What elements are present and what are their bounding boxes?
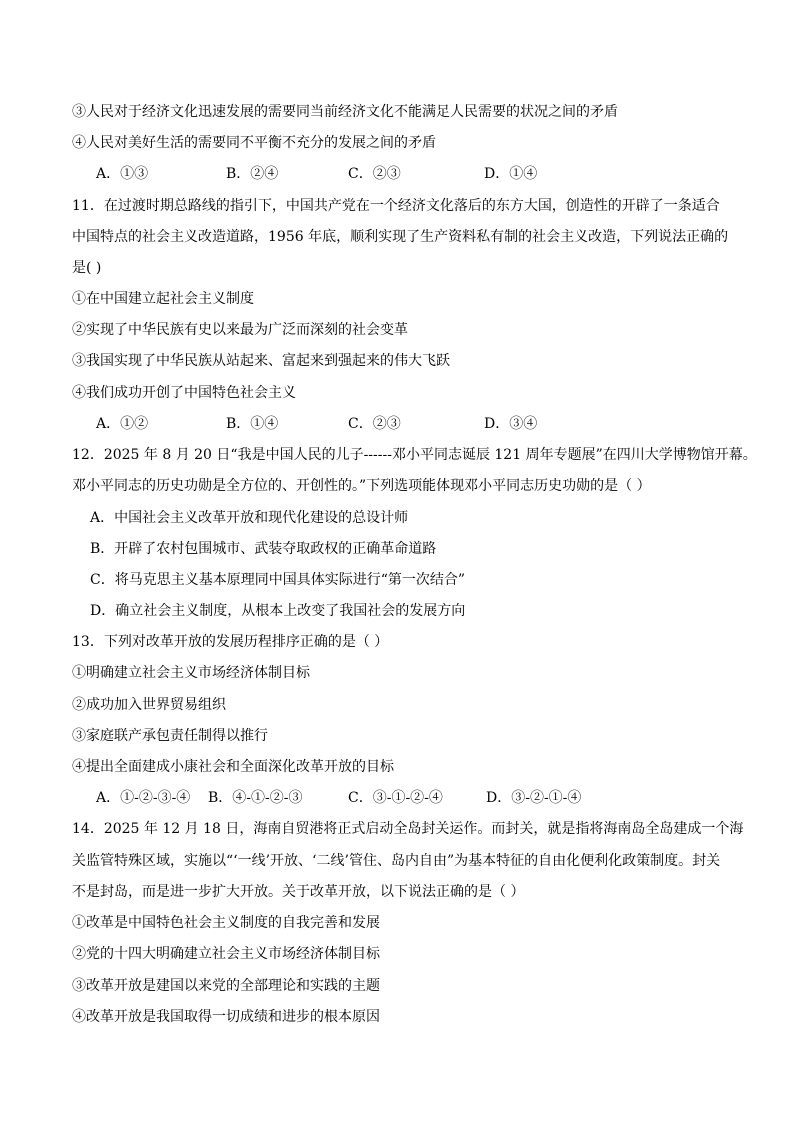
q12-option-a: A．中国社会主义改革开放和现代化建设的总设计师 [90,510,409,526]
q11-option-c: C．②③ [348,416,401,432]
q11-stem-line-3: 是( ) [72,260,102,276]
q11-stem-line-1: 11．在过渡时期总路线的指引下，中国共产党在一个经济文化落后的东方大国，创造性的开辟了一条适合 [72,198,720,214]
q14-statement-1: ①改革是中国特色社会主义制度的自我完善和发展 [72,915,380,931]
q13-option-b: B．④-①-②-③ [208,790,303,806]
q14-stem-line-3: 不是封岛，而是进一步扩大开放。关于改革开放，以下说法正确的是（ ） [72,884,525,900]
q10-option-c: C．②③ [348,166,401,182]
q13-option-c: C．③-①-②-④ [348,790,443,806]
q13-statement-1: ①明确建立社会主义市场经济体制目标 [72,665,310,681]
q13-statement-3: ③家庭联产承包责任制得以推行 [72,728,268,744]
q12-stem-line-2: 邓小平同志的历史功勋是全方位的、开创性的。”下列选项能体现邓小平同志历史功勋的是（ ） [72,478,651,494]
q13-option-a: A．①-②-③-④ [96,790,191,806]
q13-option-d: D．③-②-①-④ [486,790,582,806]
q13-stem: 13．下列对改革开放的发展历程排序正确的是（ ） [72,634,389,650]
q10-option-b: B．②④ [226,166,279,182]
q11-option-b: B．①④ [226,416,279,432]
q14-statement-4: ④改革开放是我国取得一切成绩和进步的根本原因 [72,1009,380,1025]
q11-statement-2: ②实现了中华民族有史以来最为广泛而深刻的社会变革 [72,322,408,338]
q13-statement-4: ④提出全面建成小康社会和全面深化改革开放的目标 [72,759,394,775]
q10-statement-4: ④人民对美好生活的需要同不平衡不充分的发展之间的矛盾 [72,135,436,151]
q11-option-d: D．③④ [484,416,538,432]
q11-stem-line-2: 中国特点的社会主义改造道路，1956 年底，顺利实现了生产资料私有制的社会主义改造，下列说法正确的 [72,229,729,245]
q11-statement-1: ①在中国建立起社会主义制度 [72,291,254,307]
q14-stem-line-2: 关监管特殊区域，实施以“‘一线’开放、‘二线’管住、岛内自由”为基本特征的自由化便利化政策制度。封关 [72,853,721,869]
q13-statement-2: ②成功加入世界贸易组织 [72,697,226,713]
q12-option-c: C．将马克思主义基本原理同中国具体实际进行“第一次结合” [90,572,466,588]
q10-option-a: A．①③ [96,166,149,182]
q10-statement-3: ③人民对于经济文化迅速发展的需要同当前经济文化不能满足人民需要的状况之间的矛盾 [72,104,618,120]
q12-option-b: B．开辟了农村包围城市、武装夺取政权的正确革命道路 [90,541,437,557]
q11-statement-3: ③我国实现了中华民族从站起来、富起来到强起来的伟大飞跃 [72,353,450,369]
q12-stem-line-1: 12．2025 年 8 月 20 日“我是中国人民的儿子------邓小平同志诞辰 121 周年专题展”在四川大学博物馆开幕。 [72,447,757,463]
q14-statement-3: ③改革开放是建国以来党的全部理论和实践的主题 [72,978,380,994]
q11-option-a: A．①② [96,416,149,432]
q10-option-d: D．①④ [484,166,538,182]
q14-statement-2: ②党的十四大明确建立社会主义市场经济体制目标 [72,946,380,962]
q14-stem-line-1: 14．2025 年 12 月 18 日，海南自贸港将正式启动全岛封关运作。而封关，就是指将海南岛全岛建成一个海 [72,821,744,837]
q12-option-d: D．确立社会主义制度，从根本上改变了我国社会的发展方向 [90,603,466,619]
q11-statement-4: ④我们成功开创了中国特色社会主义 [72,385,296,401]
